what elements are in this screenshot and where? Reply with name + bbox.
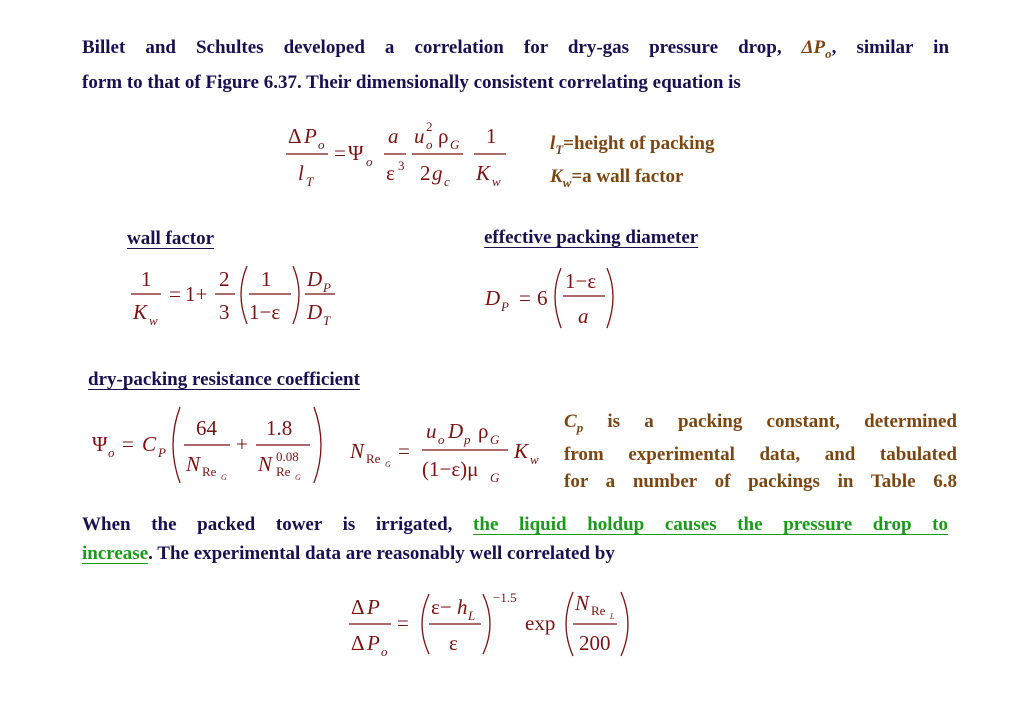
irrigated-line-2: increase. The experimental data are reasonably well correlated by bbox=[82, 543, 615, 564]
svg-text:o: o bbox=[438, 432, 445, 447]
svg-text:1+: 1+ bbox=[185, 282, 208, 306]
svg-text:Δ: Δ bbox=[288, 124, 302, 148]
svg-text:C: C bbox=[142, 432, 157, 456]
heading-wall-factor: wall factor bbox=[127, 228, 215, 249]
svg-text:o: o bbox=[108, 445, 115, 460]
svg-text:Ψ: Ψ bbox=[92, 432, 108, 456]
svg-text:1.8: 1.8 bbox=[266, 416, 293, 440]
svg-text:ρ: ρ bbox=[478, 419, 489, 443]
irrigated-pressure-drop-equation bbox=[345, 588, 645, 662]
svg-text:64: 64 bbox=[196, 416, 217, 440]
svg-text:=: = bbox=[169, 282, 181, 306]
cp-line-3: for a number of packings in Table 6.8 bbox=[564, 470, 957, 492]
svg-text:1: 1 bbox=[141, 267, 152, 291]
svg-text:P: P bbox=[367, 631, 380, 655]
svg-text:D: D bbox=[448, 419, 464, 443]
svg-text:G: G bbox=[490, 432, 500, 447]
gas-reynolds-number-equation bbox=[350, 410, 550, 484]
svg-text:D: D bbox=[485, 286, 501, 310]
svg-text:G: G bbox=[385, 460, 391, 469]
irrigated-line-1: When the packed tower is irrigated, the liquid holdup causes the pressure drop to bbox=[82, 514, 948, 535]
lT-definition: $l_T=height$ of packing bbox=[550, 133, 715, 157]
svg-text:Re: Re bbox=[202, 464, 217, 479]
svg-text:exp: exp bbox=[525, 611, 556, 635]
svg-text:w: w bbox=[492, 174, 501, 189]
cp-line-2: from experimental data, and tabulated bbox=[564, 443, 957, 465]
svg-text:N: N bbox=[575, 591, 590, 615]
effective-diameter-equation bbox=[485, 262, 625, 334]
svg-text:−1.5: −1.5 bbox=[493, 590, 517, 605]
svg-text:L: L bbox=[610, 612, 615, 621]
svg-text:D: D bbox=[307, 267, 323, 291]
svg-text:P: P bbox=[323, 280, 331, 295]
intro-line-2: form to that of Figure 6.37. Their dimensionally consistent correlating equation is bbox=[82, 71, 741, 93]
heading-dry-packing-resistance: dry-packing resistance coefficient bbox=[88, 369, 360, 390]
Kw-definition: $K_w=a$ wall factor bbox=[550, 165, 684, 190]
svg-text:o: o bbox=[318, 137, 325, 152]
svg-text:Ψ: Ψ bbox=[348, 141, 364, 165]
svg-text:l: l bbox=[298, 161, 304, 185]
svg-text:2: 2 bbox=[426, 119, 433, 134]
svg-text:K: K bbox=[514, 439, 529, 463]
svg-text:L: L bbox=[468, 608, 476, 623]
svg-text:u: u bbox=[426, 419, 437, 443]
svg-text:3: 3 bbox=[398, 158, 405, 173]
svg-text:=: = bbox=[519, 286, 531, 310]
svg-text:h: h bbox=[457, 595, 468, 619]
svg-text:1: 1 bbox=[486, 124, 497, 148]
svg-text:=: = bbox=[398, 439, 410, 463]
svg-text:ε: ε bbox=[386, 161, 395, 185]
svg-text:g: g bbox=[432, 161, 443, 185]
svg-text:2: 2 bbox=[219, 267, 230, 291]
svg-text:200: 200 bbox=[579, 631, 611, 655]
main-correlation-equation bbox=[280, 118, 520, 193]
svg-text:T: T bbox=[323, 313, 331, 328]
svg-text:T: T bbox=[306, 174, 314, 189]
svg-text:G: G bbox=[295, 473, 301, 482]
svg-text:1−ε: 1−ε bbox=[249, 300, 281, 324]
svg-text:+: + bbox=[236, 432, 248, 456]
svg-text:w: w bbox=[530, 452, 539, 467]
heading-effective-packing-diameter: effective packing diameter bbox=[484, 227, 699, 248]
svg-text:o: o bbox=[381, 644, 388, 659]
svg-text:2: 2 bbox=[420, 161, 431, 185]
intro-line-1: Billet and Schultes developed a correlation for dry-gas pressure drop, $\Delta P_o$, similar in bbox=[82, 37, 950, 61]
svg-text:G: G bbox=[450, 137, 460, 152]
symbol-definitions bbox=[550, 130, 714, 196]
svg-text:N: N bbox=[186, 452, 201, 476]
svg-text:a: a bbox=[388, 124, 399, 148]
svg-text:Re: Re bbox=[591, 603, 606, 618]
svg-text:o: o bbox=[366, 154, 373, 169]
delta-p-symbol: $\Delta P_o$ bbox=[801, 37, 832, 61]
svg-text:Re: Re bbox=[366, 451, 381, 466]
svg-text:P: P bbox=[304, 124, 317, 148]
svg-text:G: G bbox=[490, 470, 500, 485]
svg-text:1: 1 bbox=[261, 267, 272, 291]
svg-text:1−ε: 1−ε bbox=[565, 269, 597, 293]
svg-text:=: = bbox=[334, 141, 346, 165]
intro-paragraph bbox=[82, 33, 949, 97]
highlight-increase-text: increase bbox=[82, 543, 149, 564]
svg-text:P: P bbox=[367, 595, 380, 619]
svg-text:N: N bbox=[258, 452, 273, 476]
svg-text:(1−ε)μ: (1−ε)μ bbox=[422, 457, 479, 481]
svg-text:=: = bbox=[397, 611, 409, 635]
svg-text:G: G bbox=[221, 473, 227, 482]
svg-text:o: o bbox=[426, 137, 433, 152]
svg-text:=: = bbox=[122, 432, 134, 456]
resistance-coefficient-equation bbox=[88, 403, 328, 487]
cp-description bbox=[564, 408, 957, 495]
svg-text:ε: ε bbox=[449, 631, 458, 655]
svg-text:c: c bbox=[444, 174, 450, 189]
cp-line-1: $C_p$ is a packing constant, determined bbox=[564, 411, 957, 435]
svg-text:N: N bbox=[350, 439, 365, 463]
svg-text:u: u bbox=[414, 124, 425, 148]
svg-text:3: 3 bbox=[219, 300, 230, 324]
svg-text:w: w bbox=[149, 313, 158, 328]
svg-text:6: 6 bbox=[537, 286, 548, 310]
svg-text:Δ: Δ bbox=[351, 595, 365, 619]
svg-text:P: P bbox=[501, 299, 509, 314]
svg-text:P: P bbox=[158, 445, 166, 460]
svg-text:0.08: 0.08 bbox=[276, 449, 299, 464]
svg-text:K: K bbox=[476, 161, 491, 185]
svg-text:D: D bbox=[307, 300, 323, 324]
svg-text:Δ: Δ bbox=[351, 631, 365, 655]
irrigated-paragraph bbox=[82, 510, 948, 568]
svg-text:ρ: ρ bbox=[438, 124, 449, 148]
svg-text:p: p bbox=[464, 432, 471, 447]
svg-text:K: K bbox=[133, 300, 148, 324]
highlight-holdup-text: the liquid holdup causes the pressure drop to bbox=[473, 514, 948, 535]
svg-text:Re: Re bbox=[276, 464, 291, 479]
svg-text:ε−: ε− bbox=[431, 595, 452, 619]
svg-text:a: a bbox=[578, 304, 589, 328]
wall-factor-equation bbox=[125, 262, 345, 334]
